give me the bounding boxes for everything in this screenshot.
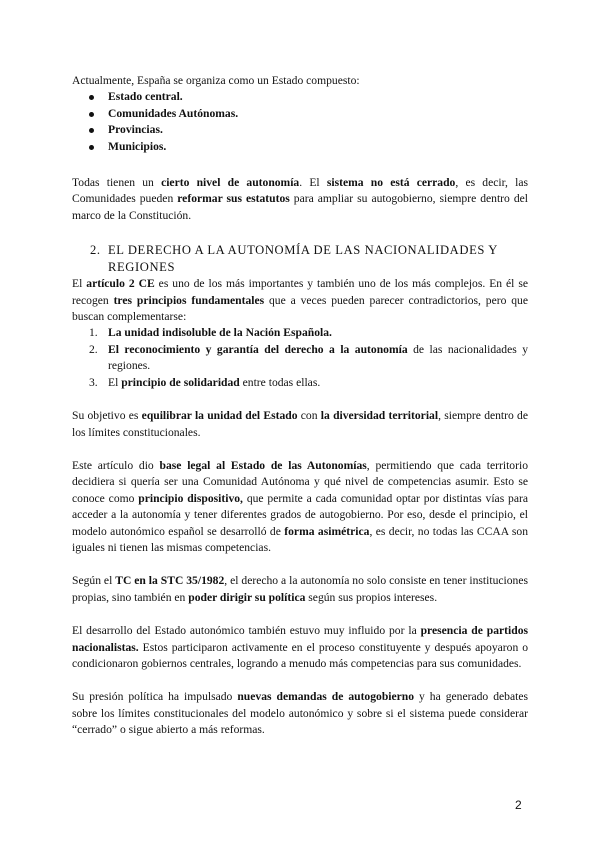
section-number: 2. <box>90 243 101 258</box>
list-item: 3. El principio de solidaridad entre todas ellas. <box>89 375 321 389</box>
nationalist-parties-paragraph: El desarrollo del Estado autonómico también estuvo muy influido por la presencia de partidos nacionalistas. Estos participaron activamente en el proceso constituyente y después apoyaron o condicionaron gobiernos centrales, logrando a menudo más competencias para sus comunidades. <box>72 624 528 670</box>
intro-paragraph: Actualmente, España se organiza como un Estado compuesto: <box>72 74 360 87</box>
list-item: Comunidades Autónomas. <box>72 106 528 122</box>
list-item: 2. El reconocimiento y garantía del derecho a la autonomía de las nacionalidades y regiones. <box>89 342 528 373</box>
state-levels-list <box>72 89 528 155</box>
page-number: 2 <box>515 798 522 812</box>
list-item: 1. La unidad indisoluble de la Nación Española. <box>89 326 332 340</box>
tc-paragraph: Según el TC en la STC 35/1982, el derecho a la autonomía no solo consiste en tener instituciones propias, sino también en poder dirigir su política según sus propios intereses. <box>72 574 528 604</box>
legal-basis-paragraph: Este artículo dio base legal al Estado de las Autonomías, permitiendo que cada territorio decidiera si quería ser una Comunidad Autónoma y qué nivel de competencias asumir. Esto se conoce como principio dispositivo, que permite a cada comunidad optar por distintas vías para acceder a la autonomía y tener diferentes grados de autogobierno. Por eso, desde el principio, el modelo autonómico español se desarrolló de forma asimétrica, es decir, no todas las CCAA son iguales ni tienen las mismas competencias. <box>72 458 529 554</box>
political-pressure-paragraph: Su presión política ha impulsado nuevas demandas de autogobierno y ha generado debates sobre los límites constitucionales del modelo autonómico y sobre si el sistema puede considerar “cerrado” o sigue abierto a más reformas. <box>72 690 528 737</box>
list-item: Provincias. <box>72 122 528 138</box>
principles-list <box>72 325 528 391</box>
article-2-paragraph: El artículo 2 CE es uno de los más importantes y también uno de los más complejos. En él se recogen tres principios fundamentales que a veces pueden parecer contradictorios, pero que buscan complementarse: <box>72 277 529 324</box>
section-title: EL DERECHO A LA AUTONOMÍA DE LAS NACIONALIDADES Y REGIONES <box>108 243 498 275</box>
objective-paragraph: Su objetivo es equilibrar la unidad del Estado con la diversidad territorial, siempre dentro de los límites constitucionales. <box>72 409 529 439</box>
section-heading <box>72 242 528 276</box>
autonomy-paragraph: Todas tienen un cierto nivel de autonomía. El sistema no está cerrado, es decir, las Comunidades pueden reformar sus estatutos para ampliar su autogobierno, siempre dentro del marco de la Constitución. <box>72 176 529 222</box>
list-item: Municipios. <box>72 139 528 155</box>
page-content <box>72 73 528 739</box>
list-item: Estado central. <box>72 89 528 105</box>
